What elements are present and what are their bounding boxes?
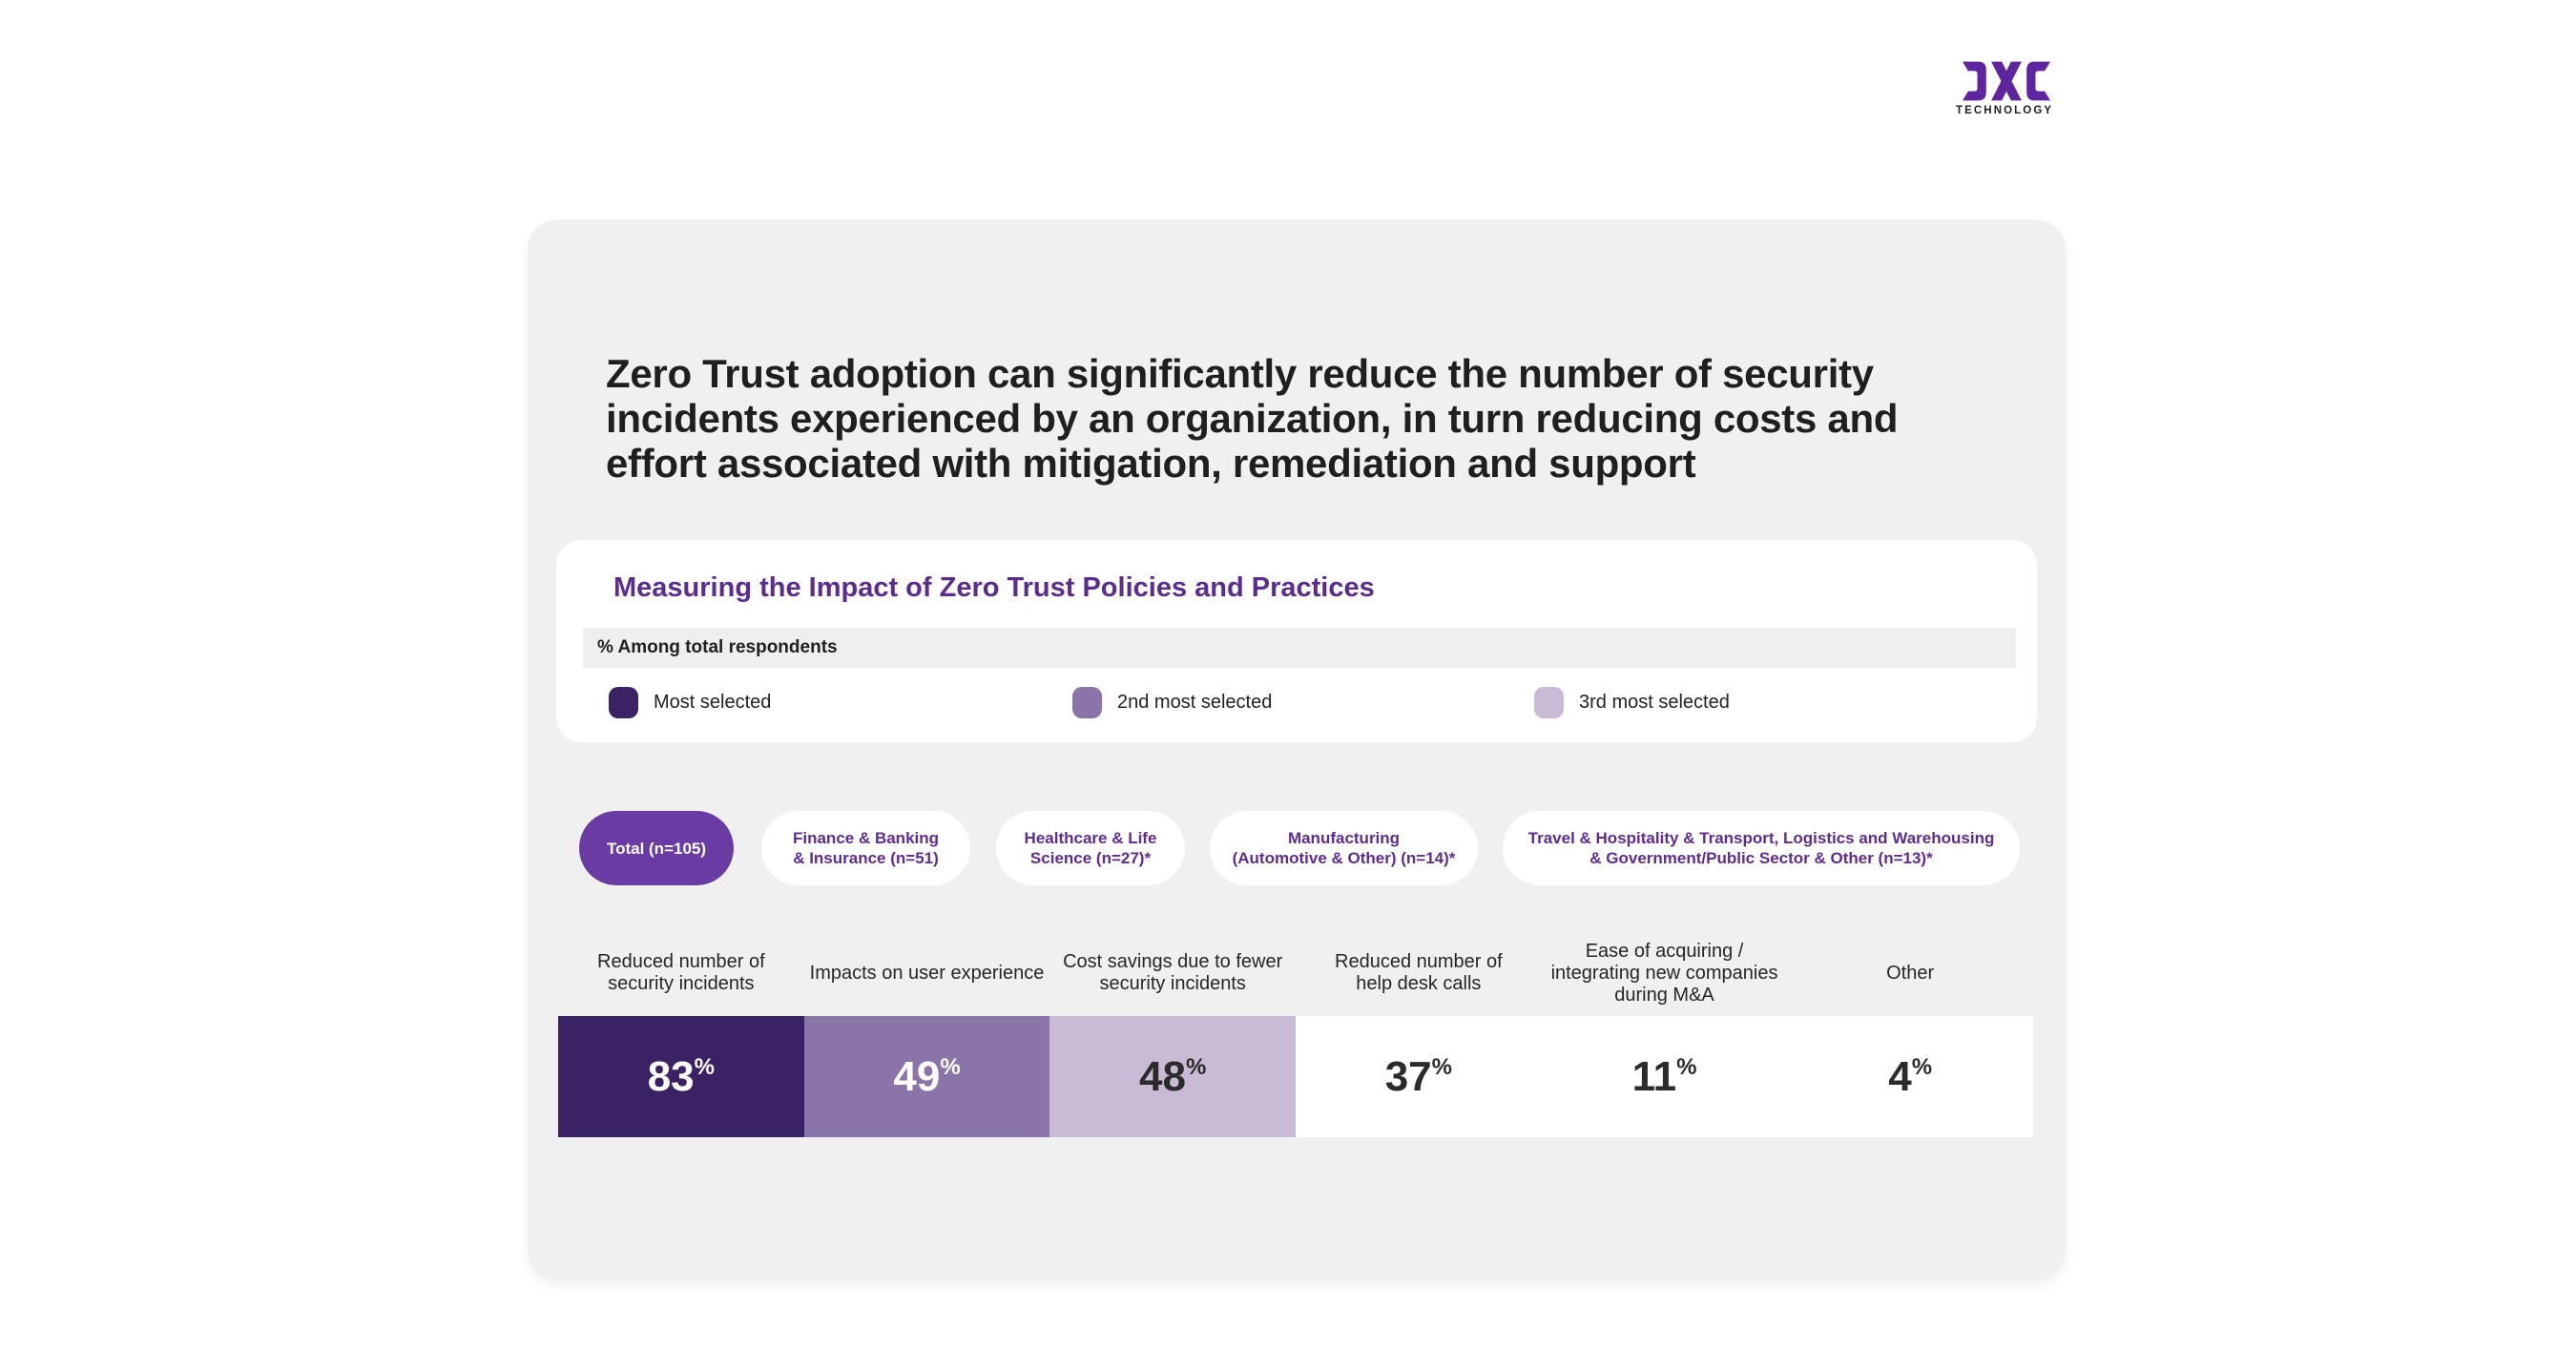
legend-item-2nd-most-selected bbox=[1072, 683, 1272, 721]
tab-label-line: Travel & Hospitality & Transport, Logistics and Warehousing bbox=[1527, 829, 1995, 847]
page-title-line: incidents experienced by an organization, in turn reducing costs and bbox=[606, 396, 1899, 441]
category-header-line: Ease of acquiring / bbox=[1585, 940, 1744, 962]
bar-segment-help-desk-calls bbox=[1296, 1016, 1542, 1137]
legend-item-most-selected bbox=[609, 683, 771, 721]
value-label: 83% bbox=[647, 1052, 715, 1100]
category-header-help-desk-calls bbox=[1296, 933, 1542, 1013]
tab-label-line: (Automotive & Other) (n=14)* bbox=[1232, 849, 1456, 867]
category-header-row bbox=[558, 933, 2033, 1013]
category-header-line: Cost savings due to fewer bbox=[1063, 951, 1283, 972]
bar-segment-ma-integration bbox=[1542, 1016, 1788, 1137]
category-header-line: security incidents bbox=[608, 973, 755, 994]
bar-chart-row bbox=[558, 1016, 2033, 1137]
category-header-line: security incidents bbox=[1099, 973, 1246, 994]
legend-swatch-most-selected bbox=[609, 687, 638, 718]
category-header-user-experience bbox=[804, 933, 1050, 1013]
tab-label-line: Total (n=105) bbox=[606, 839, 707, 858]
legend-swatch-3rd-most-selected bbox=[1534, 687, 1564, 718]
page-title-line: Zero Trust adoption can significantly reduce the number of security bbox=[606, 351, 1874, 396]
value-label: 11% bbox=[1631, 1052, 1697, 1100]
chart-legend bbox=[556, 683, 2037, 721]
category-header-other bbox=[1787, 933, 2033, 1013]
tab-manufacturing[interactable] bbox=[1210, 811, 1478, 885]
category-header-line: Other bbox=[1886, 962, 1935, 984]
page-title bbox=[606, 351, 2008, 486]
value-label: 37% bbox=[1384, 1052, 1452, 1100]
tab-total[interactable] bbox=[579, 811, 734, 885]
legend-label: Most selected bbox=[654, 691, 772, 713]
legend-item-3rd-most-selected bbox=[1534, 683, 1730, 721]
value-label: 4% bbox=[1888, 1052, 1933, 1100]
bar-segment-reduced-security-incidents bbox=[558, 1016, 804, 1137]
bar-segment-user-experience bbox=[804, 1016, 1050, 1137]
category-header-line: Reduced number of bbox=[597, 951, 765, 972]
respondents-note bbox=[583, 628, 2016, 668]
tab-finance-banking-insurance[interactable] bbox=[761, 811, 970, 885]
bar-segment-cost-savings bbox=[1049, 1016, 1296, 1137]
category-header-line: help desk calls bbox=[1356, 973, 1482, 994]
tab-label-line: & Insurance (n=51) bbox=[793, 849, 939, 867]
tab-label-line: Science (n=27)* bbox=[1029, 849, 1152, 867]
page-title-line: effort associated with mitigation, remediation and support bbox=[606, 441, 1696, 486]
tab-label-line: & Government/Public Sector & Other (n=13)* bbox=[1589, 849, 1933, 867]
tab-label-line: Manufacturing bbox=[1287, 829, 1401, 847]
category-header-line: during M&A bbox=[1614, 984, 1714, 1006]
tab-travel-government-other[interactable] bbox=[1503, 811, 2020, 885]
category-header-line: integrating new companies bbox=[1550, 962, 1778, 984]
legend-label: 3rd most selected bbox=[1579, 691, 1730, 713]
category-header-line: Impacts on user experience bbox=[809, 962, 1045, 984]
value-label: 49% bbox=[893, 1052, 961, 1100]
category-header-reduced-security-incidents bbox=[558, 933, 804, 1013]
legend-label: 2nd most selected bbox=[1117, 691, 1273, 713]
chart-header-card bbox=[556, 540, 2037, 742]
category-header-cost-savings bbox=[1049, 933, 1296, 1013]
value-label: 48% bbox=[1139, 1052, 1207, 1100]
dxc-logo bbox=[1956, 61, 2061, 116]
respondents-note-text: % Among total respondents bbox=[597, 637, 838, 657]
legend-swatch-2nd-most-selected bbox=[1072, 687, 1102, 718]
tab-label-line: Healthcare & Life bbox=[1024, 829, 1157, 847]
tab-label-line: Finance & Banking bbox=[792, 829, 940, 847]
category-header-ma-integration bbox=[1542, 933, 1788, 1013]
content-panel bbox=[528, 219, 2066, 1280]
dxc-logo-tagline: TECHNOLOGY bbox=[1956, 105, 2054, 116]
dxc-logo-icon bbox=[1956, 61, 2057, 101]
chart-title: Measuring the Impact of Zero Trust Policies and Practices bbox=[613, 572, 1375, 603]
category-header-line: Reduced number of bbox=[1335, 951, 1503, 972]
bar-segment-other bbox=[1787, 1016, 2033, 1137]
tab-healthcare-life-science[interactable] bbox=[996, 811, 1185, 885]
